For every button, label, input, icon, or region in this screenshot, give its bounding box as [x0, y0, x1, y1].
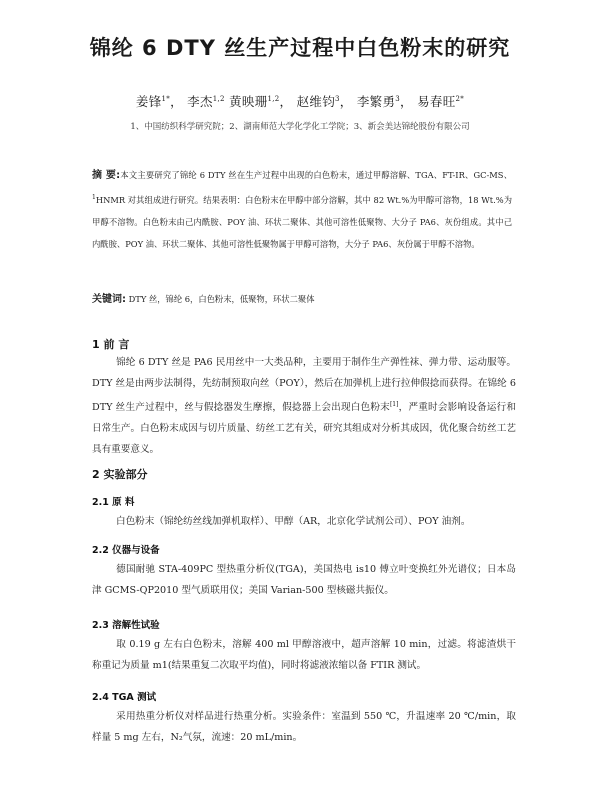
- tga-text: 采用热重分析仪对样品进行热重分析。实验条件：室温到 550 ℃，升温速率 20 ℃/min，取样量 5 mg 左右，N₂气氛，流速：20 mL/min。: [92, 711, 516, 743]
- abstract-text-continued: HNMR 对其组成进行研究。结果表明：白色粉末在甲醇中部分溶解，其中 82 Wt.%为甲醇可溶物，18 Wt.%为甲醇不溶物。白色粉末由己内酰胺、POY 油、环状二聚体、其他可溶性低聚物、大分子 PA6、灰份组成。其中己内酰胺、POY 油、环状二聚体、其他可溶性低聚物属于甲醇可溶物，大分子 PA6、灰份属于甲醇不溶物。: [92, 194, 512, 249]
- author-affil-mark: 1,2: [267, 94, 280, 103]
- subsection-heading-materials: 2.1 原 料: [92, 497, 135, 508]
- author-list: 姜锋$^{1*}$， 李杰$^{1,2}$ 黄映珊$^{1,2}$， 赵维钧$^3$， 李繁勇$^3$， 易春旺$^{2*}$: [135, 94, 465, 109]
- materials-paragraph: [92, 511, 516, 532]
- author-affil-mark: 1,2: [212, 94, 225, 103]
- author-affil-mark: 3: [335, 94, 340, 103]
- paper-title: 锦纶 6 DTY 丝生产过程中白色粉末的研究: [89, 36, 511, 60]
- introduction-text: 锦纶 6 DTY 丝是 PA6 民用丝中一大类品种，主要用于制作生产弹性袜、弹力带、运动服等。DTY 丝是由两步法制得，先纺制预取向丝（POY），然后在加弹机上进行拉伸假捻而获得。在锦纶 6 DTY 丝生产过程中，丝与假捻器发生摩擦，假捻器上会出现白色粉末: [92, 357, 516, 414]
- abstract-sup: 1: [92, 194, 96, 201]
- solubility-paragraph: [92, 634, 516, 676]
- instruments-text: 德国耐驰 STA-409PC 型热重分析仪(TGA)，美国热电 is10 傅立叶变换红外光谱仪；日本岛津 GCMS-QP2010 型气质联用仪；美国 Varian-500 型核磁共振仪。: [92, 564, 516, 596]
- subsection-heading-solubility: 2.3 溶解性试验: [92, 620, 160, 631]
- author-name: 易春旺: [417, 94, 456, 109]
- introduction-paragraph: [92, 352, 516, 460]
- instruments-paragraph: [92, 559, 516, 601]
- tga-paragraph: [92, 706, 516, 748]
- section-heading-introduction: 1 前 言: [92, 338, 130, 351]
- affiliations: 1、中国纺织科学研究院；2、湖南师范大学化学化工学院；3、新会美达锦纶股份有限公司: [130, 122, 470, 132]
- author-name: 李繁勇: [356, 94, 396, 109]
- keywords-text: DTY 丝，锦纶 6，白色粉末，低聚物，环状二聚体: [128, 294, 315, 304]
- abstract-label: 摘 要:: [92, 170, 121, 181]
- author-affil-mark: 2*: [455, 94, 465, 103]
- author-name: 赵维钧: [296, 94, 336, 109]
- subsection-heading-tga: 2.4 TGA 测试: [92, 692, 157, 703]
- author-affil-mark: 1*: [161, 94, 171, 103]
- subsection-heading-instruments: 2.2 仪器与设备: [92, 545, 160, 556]
- author-name: 姜锋: [135, 94, 162, 109]
- author-name: 李杰: [187, 94, 213, 109]
- author-name: 黄映珊: [229, 94, 268, 109]
- keywords-label: 关键词:: [92, 294, 126, 305]
- citation-mark: [1]: [389, 401, 399, 408]
- introduction-text-tail: ，严重时会影响设备运行和日常生产。白色粉末成因与切片质量、纺丝工艺有关，研究其组成对分析其成因，优化聚合纺丝工艺具有重要意义。: [92, 402, 516, 456]
- solubility-text: 取 0.19 g 左右白色粉末，溶解 400 ml 甲醇溶液中，超声溶解 10 min，过滤。将滤渣烘干称重记为质量 m1(结果重复二次取平均值)，同时将滤液浓缩以备 FTIR 测试。: [92, 639, 516, 671]
- keywords: [92, 290, 512, 305]
- abstract: [92, 164, 512, 255]
- materials-text: 白色粉末（锦纶纺丝线加弹机取样）、甲醇（AR，北京化学试剂公司）、POY 油剂。: [116, 516, 471, 527]
- abstract-text: 本文主要研究了锦纶 6 DTY 丝在生产过程中出现的白色粉末，通过甲醇溶解、TGA、FT-IR、GC-MS、: [120, 170, 512, 180]
- author-affil-mark: 3: [395, 94, 401, 103]
- section-heading-experimental: 2 实验部分: [92, 468, 148, 481]
